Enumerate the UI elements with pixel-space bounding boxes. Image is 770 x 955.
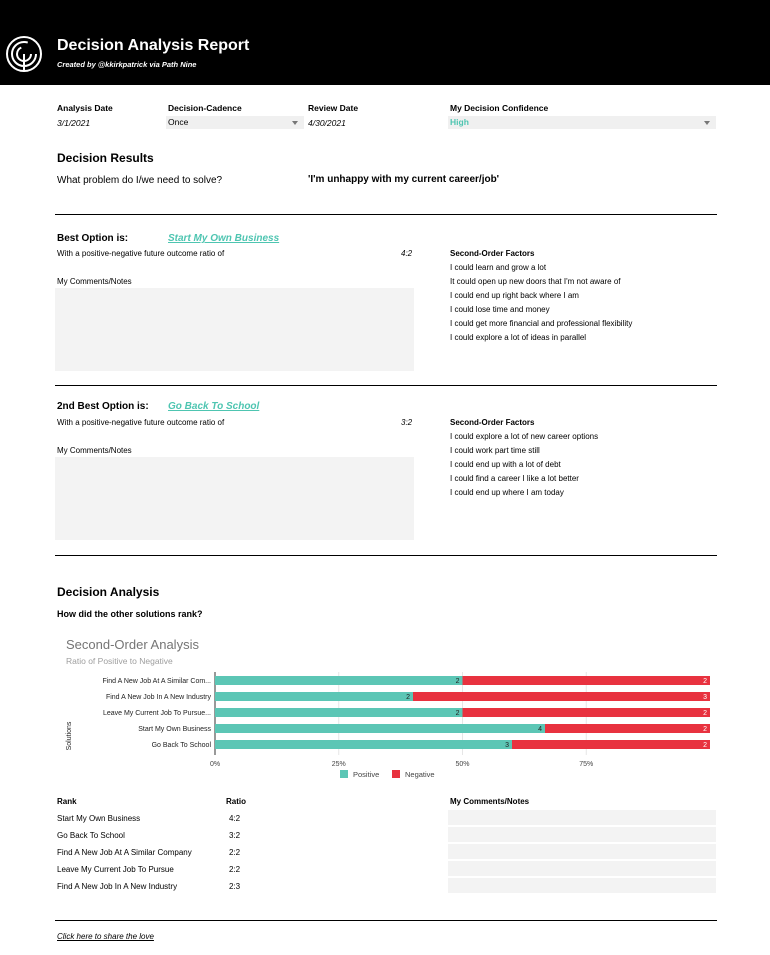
ratio-header: Ratio [226, 797, 246, 806]
best-factor-item: I could end up right back where I am [450, 291, 579, 300]
chart-data-label-negative: 3 [703, 694, 707, 701]
best-factors-label: Second-Order Factors [450, 249, 535, 258]
report-subtitle: Created by @kkirkpatrick via Path Nine [57, 60, 197, 69]
best-option-label: Best Option is: [57, 233, 129, 244]
chart-data-label-negative: 2 [703, 710, 707, 717]
second-factor-item: I could explore a lot of new career options [450, 432, 599, 441]
legend-label-positive: Positive [353, 770, 380, 779]
rank-notes-cell[interactable] [448, 810, 716, 825]
best-comments-label: My Comments/Notes [57, 277, 132, 286]
confidence-value: High [450, 117, 469, 127]
rank-row-ratio: 4:2 [229, 814, 241, 823]
decision-analysis-heading: Decision Analysis [57, 585, 160, 599]
second-ratio-value: 3:2 [401, 418, 413, 427]
second-option-label: 2nd Best Option is: [57, 401, 149, 412]
best-ratio-value: 4:2 [401, 249, 413, 258]
chart-bar-positive [215, 692, 413, 701]
review-date-value[interactable]: 4/30/2021 [308, 118, 346, 128]
chart-bar-positive [215, 676, 463, 685]
second-option-link[interactable]: Go Back To School [168, 401, 260, 412]
second-factor-item: I could end up with a lot of debt [450, 460, 561, 469]
best-factor-item: I could lose time and money [450, 305, 550, 314]
rank-notes-cell[interactable] [448, 844, 716, 859]
second-comments-box[interactable] [55, 457, 414, 540]
path-nine-logo-icon [6, 36, 42, 72]
divider [55, 555, 717, 556]
chart-data-label-positive: 2 [455, 678, 460, 685]
chart-subtitle: Ratio of Positive to Negative [66, 656, 173, 666]
chart-x-tick-label: 25% [331, 761, 346, 768]
rank-header: Rank [57, 797, 77, 806]
report-header [0, 0, 770, 85]
legend-swatch-negative [392, 770, 400, 778]
chart-data-label-negative: 2 [703, 742, 707, 749]
rank-row-name: Start My Own Business [57, 814, 141, 823]
problem-label: What problem do I/we need to solve? [57, 175, 223, 186]
cadence-value: Once [168, 117, 189, 127]
chart-data-label-negative: 2 [703, 726, 707, 733]
rank-question: How did the other solutions rank? [57, 609, 203, 619]
chart-bar-negative [512, 740, 710, 749]
best-factor-item: It could open up new doors that I'm not aware of [450, 277, 621, 286]
analysis-date-value[interactable]: 3/1/2021 [57, 118, 91, 128]
confidence-select[interactable] [448, 116, 716, 129]
rank-row-ratio: 2:2 [229, 865, 241, 874]
chart-data-label-positive: 2 [455, 710, 460, 717]
chart-category-label: Go Back To School [151, 742, 211, 749]
confidence-label: My Decision Confidence [450, 103, 549, 113]
chart-data-label-positive: 3 [505, 742, 509, 749]
rank-notes-cell[interactable] [448, 827, 716, 842]
second-factors-label: Second-Order Factors [450, 418, 535, 427]
best-factor-item: I could explore a lot of ideas in parallel [450, 333, 587, 342]
chart-category-label: Find A New Job In A New Industry [105, 694, 211, 701]
legend-swatch-positive [340, 770, 348, 778]
chart-x-tick-label: 50% [455, 761, 470, 768]
notes-header: My Comments/Notes [450, 797, 530, 806]
legend-label-negative: Negative [405, 770, 435, 779]
cadence-select[interactable] [166, 116, 304, 129]
problem-statement: 'I'm unhappy with my current career/job' [308, 174, 500, 185]
chart-bar-negative [463, 708, 711, 717]
chevron-down-icon [704, 121, 710, 125]
divider [55, 385, 717, 386]
chart-y-axis-label: Solutions [66, 721, 73, 751]
decision-results-heading: Decision Results [57, 151, 154, 165]
review-date-label: Review Date [308, 103, 359, 113]
chart-data-label-negative: 2 [703, 678, 707, 685]
chart-bar-positive [215, 724, 545, 733]
divider [55, 920, 717, 921]
rank-row-name: Leave My Current Job To Pursue [57, 865, 174, 874]
best-ratio-text: With a positive-negative future outcome ratio of [57, 249, 225, 258]
chart-bar-negative [545, 724, 710, 733]
chart-x-tick-label: 0% [209, 761, 221, 768]
rank-notes-cell[interactable] [448, 861, 716, 876]
rank-row-name: Find A New Job At A Similar Company [57, 848, 192, 857]
chart-title: Second-Order Analysis [66, 637, 199, 652]
divider [55, 214, 717, 215]
second-ratio-text: With a positive-negative future outcome ratio of [57, 418, 225, 427]
best-comments-box[interactable] [55, 288, 414, 371]
chart-x-tick-label: 75% [579, 761, 594, 768]
best-factor-item: I could learn and grow a lot [450, 263, 547, 272]
rank-row-ratio: 2:3 [229, 882, 241, 891]
chart-bar-negative [413, 692, 710, 701]
second-factor-item: I could end up where I am today [450, 488, 564, 497]
second-order-chart [55, 630, 717, 790]
share-link[interactable]: Click here to share the love [57, 932, 154, 941]
rank-row-name: Find A New Job In A New Industry [57, 882, 178, 891]
chart-bar-negative [463, 676, 711, 685]
rank-notes-cell[interactable] [448, 878, 716, 893]
rank-row-ratio: 3:2 [229, 831, 241, 840]
cadence-label: Decision-Cadence [168, 103, 242, 113]
chart-bar-positive [215, 708, 463, 717]
report-title: Decision Analysis Report [57, 37, 250, 54]
chevron-down-icon [292, 121, 298, 125]
second-factor-item: I could find a career I like a lot better [450, 474, 579, 483]
chart-bar-positive [215, 740, 512, 749]
second-factor-item: I could work part time still [450, 446, 540, 455]
rank-row-name: Go Back To School [57, 831, 125, 840]
chart-category-label: Find A New Job At A Similar Com... [102, 678, 211, 685]
rank-row-ratio: 2:2 [229, 848, 241, 857]
chart-data-label-positive: 2 [406, 694, 410, 701]
second-comments-label: My Comments/Notes [57, 446, 132, 455]
analysis-date-label: Analysis Date [57, 103, 113, 113]
chart-data-label-positive: 4 [538, 726, 542, 733]
best-option-link[interactable]: Start My Own Business [168, 233, 280, 244]
best-factor-item: I could get more financial and professional flexibility [450, 319, 633, 328]
chart-category-label: Start My Own Business [138, 726, 211, 733]
chart-category-label: Leave My Current Job To Pursue... [102, 710, 211, 717]
